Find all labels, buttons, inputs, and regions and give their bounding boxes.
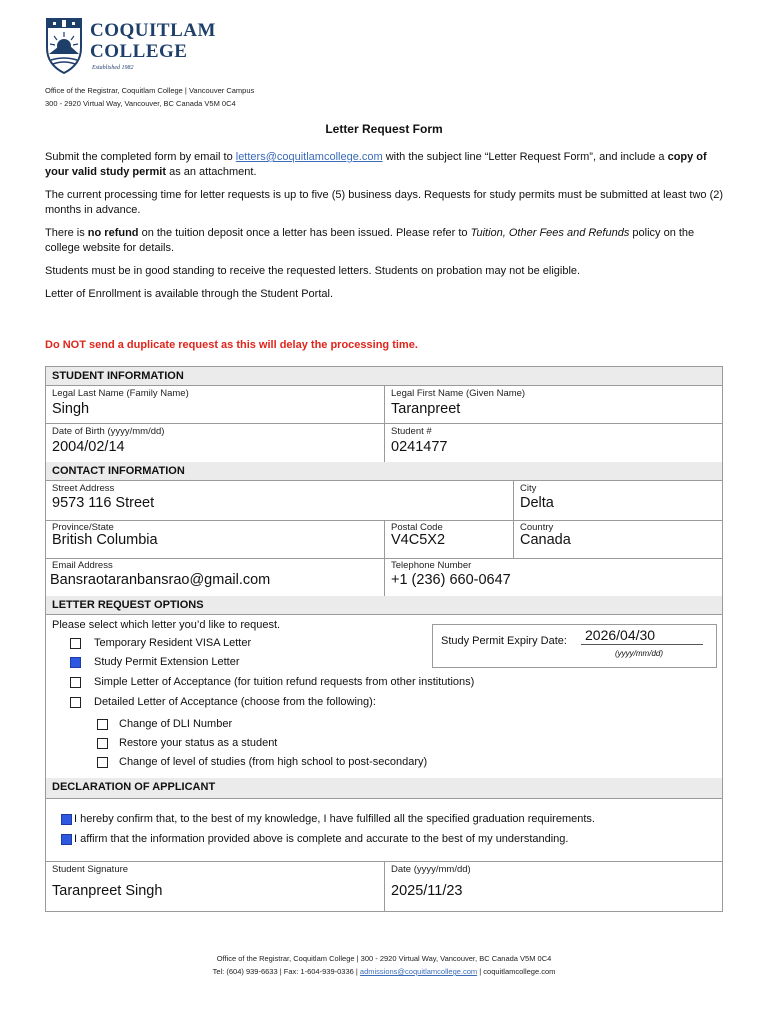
postal-code-label: Postal Code [391, 522, 443, 533]
expiry-format-hint: (yyyy/mm/dd) [615, 649, 663, 658]
admissions-email-link[interactable]: admissions@coquitlamcollege.com [359, 967, 478, 976]
street-field[interactable]: 9573 116 Street [52, 495, 155, 511]
instruction-standing: Students must be in good standing to receive the requested letters. Students on probation may not be eligible. [45, 265, 581, 277]
footer-address: Office of the Registrar, Coquitlam College | 300 - 2920 Virtual Way, Vancouver, BC Canada V5M 0C4 [216, 954, 552, 963]
divider [513, 520, 514, 558]
province-field[interactable]: British Columbia [52, 532, 158, 548]
duplicate-warning: Do NOT send a duplicate request as this will delay the processing time. [45, 339, 418, 351]
instruction-text: on the tuition deposit once a letter has been issued. Please refer to [138, 227, 471, 239]
restore-status-checkbox[interactable] [97, 738, 108, 749]
instructions [45, 150, 725, 310]
sub-option-label: Change of level of studies (from high school to post-secondary) [119, 756, 428, 768]
office-line: Office of the Registrar, Coquitlam College | Vancouver Campus [45, 86, 255, 95]
signature-field[interactable]: Taranpreet Singh [52, 883, 163, 899]
divider [46, 423, 722, 424]
established-text: Established 1982 [92, 65, 134, 71]
postal-code-field[interactable]: V4C5X2 [391, 532, 446, 548]
declaration-label: I hereby confirm that, to the best of my knowledge, I have fulfilled all the specified graduation requirements. [74, 813, 595, 825]
college-crest-icon [44, 16, 84, 74]
instruction-italic: Tuition, Other Fees and Refunds [470, 227, 630, 239]
dob-label: Date of Birth (yyyy/mm/dd) [52, 426, 165, 437]
instruction-text: There is [45, 227, 88, 239]
study-permit-extension-checkbox[interactable] [70, 657, 81, 668]
simple-acceptance-checkbox[interactable] [70, 677, 81, 688]
instruction-text: as an attachment. [166, 166, 257, 178]
sub-option-label: Change of DLI Number [119, 718, 233, 730]
instruction-processing: The current processing time for letter requests is up to five (5) business days. Requests for study permits must be submitted at least two (2) months in advance. [45, 189, 724, 216]
college-name [90, 20, 216, 62]
expiry-label: Study Permit Expiry Date: [441, 635, 567, 647]
last-name-field[interactable]: Singh [52, 401, 90, 417]
footer-text: Tel: (604) 939-6633 | Fax: 1-604-939-0336 | [212, 967, 360, 976]
student-number-label: Student # [391, 426, 432, 437]
contact-info-heading: CONTACT INFORMATION [46, 462, 722, 481]
page-footer [0, 952, 768, 978]
instruction-text: Submit the completed form by email to [45, 151, 236, 163]
last-name-label: Legal Last Name (Family Name) [52, 388, 189, 399]
instruction-bold: no refund [87, 227, 139, 239]
declaration-label: I affirm that the information provided above is complete and accurate to the best of my understanding. [74, 833, 569, 845]
college-name-line1: COQUITLAM [90, 20, 216, 41]
option-label: Study Permit Extension Letter [94, 656, 240, 668]
country-label: Country [520, 522, 554, 533]
instruction-text: with the subject line “Letter Request Form”, and include a [382, 151, 668, 163]
street-label: Street Address [52, 483, 115, 494]
student-number-field[interactable]: 0241477 [391, 439, 448, 455]
signature-date-label: Date (yyyy/mm/dd) [391, 864, 471, 875]
email-label: Email Address [52, 560, 113, 571]
divider [384, 386, 385, 462]
instruction-email [45, 150, 725, 180]
city-field[interactable]: Delta [520, 495, 554, 511]
city-label: City [520, 483, 537, 494]
letters-email-link[interactable]: letters@coquitlamcollege.com [235, 151, 383, 163]
email-field[interactable]: Bansraotaranbansrao@gmail.com [50, 572, 271, 588]
signature-label: Student Signature [52, 864, 129, 875]
divider [46, 558, 722, 559]
phone-label: Telephone Number [391, 560, 472, 571]
first-name-label: Legal First Name (Given Name) [391, 388, 526, 399]
page-title: Letter Request Form [325, 122, 443, 136]
student-info-heading: STUDENT INFORMATION [46, 367, 722, 386]
country-field[interactable]: Canada [520, 532, 571, 548]
temporary-resident-visa-checkbox[interactable] [70, 638, 81, 649]
divider [384, 861, 385, 911]
affirm-accuracy-checkbox[interactable] [61, 834, 72, 845]
footer-text: | coquitlamcollege.com [477, 967, 556, 976]
phone-field[interactable]: +1 (236) 660-0647 [391, 572, 511, 588]
first-name-field[interactable]: Taranpreet [391, 401, 461, 417]
province-label: Province/State [52, 522, 114, 533]
instruction-refund [45, 226, 725, 256]
divider [513, 481, 514, 520]
expiry-date-field[interactable]: 2026/04/30 [585, 627, 656, 643]
option-label: Simple Letter of Acceptance (for tuition refund requests from other institutions) [94, 676, 475, 688]
office-address [45, 84, 254, 110]
signature-date-field[interactable]: 2025/11/23 [391, 883, 463, 899]
declaration-heading: DECLARATION OF APPLICANT [46, 778, 722, 799]
address-line: 300 - 2920 Virtual Way, Vancouver, BC Canada V5M 0C4 [45, 99, 236, 108]
confirm-requirements-checkbox[interactable] [61, 814, 72, 825]
letter-options-heading: LETTER REQUEST OPTIONS [46, 596, 722, 615]
instruction-bold: copy of your valid study permit [45, 151, 707, 178]
letter-options-prompt: Please select which letter you’d like to request. [52, 619, 281, 631]
sub-option-label: Restore your status as a student [119, 737, 278, 749]
college-name-line2: COLLEGE [90, 41, 188, 62]
footer-contact [0, 965, 768, 978]
study-permit-expiry-box [432, 624, 717, 668]
instruction-enrollment: Letter of Enrollment is available through the Student Portal. [45, 288, 334, 300]
option-label: Temporary Resident VISA Letter [94, 637, 252, 649]
change-level-checkbox[interactable] [97, 757, 108, 768]
change-dli-checkbox[interactable] [97, 719, 108, 730]
college-logo [44, 16, 244, 76]
expiry-underline [581, 644, 703, 645]
dob-field[interactable]: 2004/02/14 [52, 439, 125, 455]
option-label: Detailed Letter of Acceptance (choose from the following): [94, 696, 376, 708]
instruction-text: policy on the college website for details. [45, 227, 695, 254]
letter-request-form [45, 366, 723, 912]
detailed-acceptance-checkbox[interactable] [70, 697, 81, 708]
